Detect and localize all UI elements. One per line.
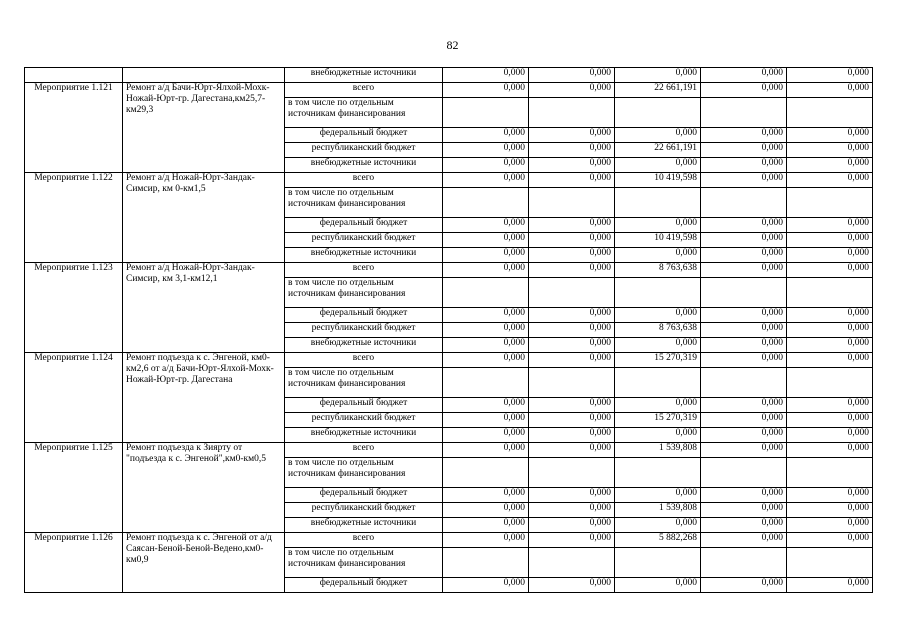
value-cell: 0,000 xyxy=(787,413,873,428)
value-cell: 0,000 xyxy=(615,398,701,413)
value-cell: 0,000 xyxy=(615,518,701,533)
source-cell: внебюджетные источники xyxy=(285,248,443,263)
value-cell-empty xyxy=(443,458,529,488)
value-cell: 22 661,191 xyxy=(615,143,701,158)
value-cell-empty xyxy=(787,548,873,578)
value-cell: 0,000 xyxy=(787,68,873,83)
value-cell: 0,000 xyxy=(701,143,787,158)
value-cell: 0,000 xyxy=(787,158,873,173)
value-cell: 0,000 xyxy=(787,83,873,98)
source-cell: федеральный бюджет xyxy=(285,488,443,503)
measure-label: Мероприятие 1.124 xyxy=(25,353,123,443)
value-cell: 0,000 xyxy=(787,353,873,368)
value-cell: 0,000 xyxy=(443,248,529,263)
value-cell: 15 270,319 xyxy=(615,413,701,428)
object-description: Ремонт подъезда к с. Энгеной от а/д Саясан-Беной-Беной-Ведено,км0-км0,9 xyxy=(123,533,285,593)
source-cell: федеральный бюджет xyxy=(285,308,443,323)
value-cell: 0,000 xyxy=(443,578,529,593)
value-cell-empty xyxy=(787,188,873,218)
value-cell: 0,000 xyxy=(443,83,529,98)
source-cell: федеральный бюджет xyxy=(285,128,443,143)
value-cell: 0,000 xyxy=(701,173,787,188)
value-cell-empty xyxy=(787,368,873,398)
value-cell: 8 763,638 xyxy=(615,263,701,278)
value-cell: 0,000 xyxy=(615,158,701,173)
value-cell: 0,000 xyxy=(529,308,615,323)
source-cell: в том числе по отдельным источникам финансирования xyxy=(285,458,443,488)
value-cell: 0,000 xyxy=(787,173,873,188)
object-description: Ремонт подъезда к с. Энгеной, км0-км2,6 от а/д Бачи-Юрт-Ялхой-Мохк-Ножай-Юрт-гр. Дагестана xyxy=(123,353,285,443)
value-cell: 0,000 xyxy=(443,338,529,353)
value-cell: 0,000 xyxy=(701,353,787,368)
value-cell: 0,000 xyxy=(443,68,529,83)
value-cell: 0,000 xyxy=(787,338,873,353)
value-cell: 0,000 xyxy=(615,218,701,233)
value-cell: 0,000 xyxy=(701,248,787,263)
source-cell: республиканский бюджет xyxy=(285,413,443,428)
value-cell: 0,000 xyxy=(787,263,873,278)
value-cell: 0,000 xyxy=(787,233,873,248)
value-cell: 0,000 xyxy=(529,443,615,458)
value-cell-empty xyxy=(701,98,787,128)
value-cell: 0,000 xyxy=(529,503,615,518)
value-cell: 0,000 xyxy=(701,323,787,338)
value-cell-empty xyxy=(701,458,787,488)
value-cell: 0,000 xyxy=(615,128,701,143)
page-number: 82 xyxy=(446,38,459,52)
value-cell: 0,000 xyxy=(529,248,615,263)
measure-label: Мероприятие 1.126 xyxy=(25,533,123,593)
value-cell: 0,000 xyxy=(443,173,529,188)
value-cell: 0,000 xyxy=(701,413,787,428)
value-cell: 0,000 xyxy=(701,398,787,413)
value-cell: 0,000 xyxy=(529,413,615,428)
value-cell: 0,000 xyxy=(443,518,529,533)
value-cell: 0,000 xyxy=(701,308,787,323)
value-cell-empty xyxy=(615,368,701,398)
value-cell-empty xyxy=(529,368,615,398)
value-cell: 0,000 xyxy=(615,338,701,353)
value-cell: 10 419,598 xyxy=(615,173,701,188)
value-cell: 0,000 xyxy=(443,503,529,518)
value-cell: 0,000 xyxy=(701,68,787,83)
value-cell: 15 270,319 xyxy=(615,353,701,368)
value-cell: 0,000 xyxy=(529,68,615,83)
source-cell: всего xyxy=(285,443,443,458)
object-description: Ремонт а/д Ножай-Юрт-Зандак-Симсир, км 0-км1,5 xyxy=(123,173,285,263)
value-cell: 0,000 xyxy=(787,578,873,593)
source-cell: внебюджетные источники xyxy=(285,518,443,533)
value-cell: 0,000 xyxy=(529,83,615,98)
source-cell: внебюджетные источники xyxy=(285,428,443,443)
value-cell-empty xyxy=(615,188,701,218)
value-cell: 0,000 xyxy=(443,128,529,143)
value-cell: 0,000 xyxy=(529,428,615,443)
value-cell: 0,000 xyxy=(443,218,529,233)
value-cell: 8 763,638 xyxy=(615,323,701,338)
value-cell-empty xyxy=(787,278,873,308)
value-cell: 0,000 xyxy=(701,83,787,98)
value-cell-empty xyxy=(615,98,701,128)
value-cell-empty xyxy=(529,188,615,218)
source-cell: в том числе по отдельным источникам финансирования xyxy=(285,278,443,308)
source-cell: всего xyxy=(285,83,443,98)
value-cell: 0,000 xyxy=(787,533,873,548)
value-cell: 0,000 xyxy=(443,233,529,248)
value-cell: 0,000 xyxy=(529,338,615,353)
value-cell-empty xyxy=(529,458,615,488)
object-description: Ремонт а/д Бачи-Юрт-Ялхой-Мохк-Ножай-Юрт-гр. Дагестана,км25,7-км29,3 xyxy=(123,83,285,173)
value-cell-empty xyxy=(701,188,787,218)
measure-label: Мероприятие 1.125 xyxy=(25,443,123,533)
source-cell: республиканский бюджет xyxy=(285,233,443,248)
value-cell: 0,000 xyxy=(787,323,873,338)
object-cell-empty xyxy=(123,68,285,83)
source-cell: республиканский бюджет xyxy=(285,323,443,338)
measure-label: Мероприятие 1.123 xyxy=(25,263,123,353)
value-cell: 0,000 xyxy=(701,338,787,353)
value-cell: 0,000 xyxy=(615,428,701,443)
value-cell: 0,000 xyxy=(701,218,787,233)
source-cell: в том числе по отдельным источникам финансирования xyxy=(285,98,443,128)
value-cell: 0,000 xyxy=(787,218,873,233)
table-row xyxy=(25,443,873,458)
source-cell: всего xyxy=(285,353,443,368)
value-cell-empty xyxy=(787,98,873,128)
value-cell: 0,000 xyxy=(701,578,787,593)
value-cell: 0,000 xyxy=(787,518,873,533)
value-cell: 0,000 xyxy=(787,308,873,323)
value-cell: 0,000 xyxy=(529,218,615,233)
object-description: Ремонт подъезда к Зиярту от "подъезда к с. Энгеной",км0-км0,5 xyxy=(123,443,285,533)
value-cell: 0,000 xyxy=(443,353,529,368)
value-cell: 0,000 xyxy=(443,308,529,323)
value-cell-empty xyxy=(443,278,529,308)
table-row xyxy=(25,83,873,98)
value-cell: 0,000 xyxy=(701,488,787,503)
value-cell: 1 539,808 xyxy=(615,503,701,518)
value-cell-empty xyxy=(443,98,529,128)
value-cell-empty xyxy=(443,548,529,578)
value-cell: 0,000 xyxy=(701,128,787,143)
value-cell: 0,000 xyxy=(701,443,787,458)
table-row xyxy=(25,533,873,548)
value-cell: 0,000 xyxy=(529,233,615,248)
value-cell: 0,000 xyxy=(529,263,615,278)
value-cell: 0,000 xyxy=(529,128,615,143)
source-cell: федеральный бюджет xyxy=(285,218,443,233)
value-cell: 0,000 xyxy=(529,158,615,173)
value-cell: 0,000 xyxy=(529,398,615,413)
table-row xyxy=(25,68,873,83)
value-cell: 0,000 xyxy=(529,518,615,533)
table-row xyxy=(25,353,873,368)
value-cell: 0,000 xyxy=(701,233,787,248)
value-cell: 0,000 xyxy=(615,68,701,83)
source-cell: в том числе по отдельным источникам финансирования xyxy=(285,368,443,398)
value-cell: 0,000 xyxy=(787,428,873,443)
value-cell: 0,000 xyxy=(701,518,787,533)
value-cell: 0,000 xyxy=(787,488,873,503)
value-cell: 0,000 xyxy=(787,143,873,158)
measure-cell-empty xyxy=(25,68,123,83)
value-cell-empty xyxy=(701,368,787,398)
value-cell: 5 882,268 xyxy=(615,533,701,548)
source-cell: в том числе по отдельным источникам финансирования xyxy=(285,548,443,578)
value-cell: 0,000 xyxy=(787,248,873,263)
value-cell: 0,000 xyxy=(787,443,873,458)
value-cell: 0,000 xyxy=(443,443,529,458)
value-cell: 0,000 xyxy=(701,263,787,278)
source-cell: всего xyxy=(285,533,443,548)
value-cell: 1 539,808 xyxy=(615,443,701,458)
value-cell: 0,000 xyxy=(529,353,615,368)
value-cell-empty xyxy=(443,188,529,218)
table-row xyxy=(25,263,873,278)
source-cell: республиканский бюджет xyxy=(285,503,443,518)
value-cell: 0,000 xyxy=(701,533,787,548)
value-cell: 0,000 xyxy=(443,413,529,428)
value-cell: 0,000 xyxy=(529,578,615,593)
value-cell: 0,000 xyxy=(443,398,529,413)
value-cell: 0,000 xyxy=(615,578,701,593)
source-cell: внебюджетные источники xyxy=(285,68,443,83)
measure-label: Мероприятие 1.122 xyxy=(25,173,123,263)
table-row xyxy=(25,173,873,188)
value-cell: 0,000 xyxy=(529,488,615,503)
source-cell: федеральный бюджет xyxy=(285,578,443,593)
value-cell: 0,000 xyxy=(443,323,529,338)
source-cell: внебюджетные источники xyxy=(285,158,443,173)
value-cell: 0,000 xyxy=(615,248,701,263)
value-cell: 0,000 xyxy=(615,488,701,503)
value-cell-empty xyxy=(615,278,701,308)
value-cell-empty xyxy=(529,98,615,128)
value-cell: 0,000 xyxy=(529,173,615,188)
value-cell: 10 419,598 xyxy=(615,233,701,248)
value-cell: 0,000 xyxy=(443,263,529,278)
value-cell-empty xyxy=(787,458,873,488)
value-cell-empty xyxy=(701,548,787,578)
value-cell: 0,000 xyxy=(529,323,615,338)
value-cell-empty xyxy=(529,548,615,578)
value-cell-empty xyxy=(529,278,615,308)
value-cell: 0,000 xyxy=(701,503,787,518)
source-cell: внебюджетные источники xyxy=(285,338,443,353)
source-cell: в том числе по отдельным источникам финансирования xyxy=(285,188,443,218)
value-cell-empty xyxy=(701,278,787,308)
source-cell: федеральный бюджет xyxy=(285,398,443,413)
object-description: Ремонт а/д Ножай-Юрт-Зандак-Симсир, км 3,1-км12,1 xyxy=(123,263,285,353)
source-cell: всего xyxy=(285,173,443,188)
source-cell: всего xyxy=(285,263,443,278)
measure-label: Мероприятие 1.121 xyxy=(25,83,123,173)
value-cell-empty xyxy=(615,548,701,578)
value-cell: 0,000 xyxy=(529,143,615,158)
value-cell: 0,000 xyxy=(787,398,873,413)
value-cell: 0,000 xyxy=(443,143,529,158)
value-cell: 0,000 xyxy=(443,488,529,503)
value-cell: 0,000 xyxy=(443,533,529,548)
value-cell: 0,000 xyxy=(787,503,873,518)
value-cell: 0,000 xyxy=(787,128,873,143)
value-cell: 0,000 xyxy=(443,158,529,173)
budget-table xyxy=(24,67,873,593)
value-cell: 0,000 xyxy=(701,158,787,173)
value-cell: 0,000 xyxy=(529,533,615,548)
value-cell: 22 661,191 xyxy=(615,83,701,98)
value-cell: 0,000 xyxy=(701,428,787,443)
source-cell: республиканский бюджет xyxy=(285,143,443,158)
value-cell: 0,000 xyxy=(443,428,529,443)
value-cell-empty xyxy=(615,458,701,488)
value-cell: 0,000 xyxy=(615,308,701,323)
value-cell-empty xyxy=(443,368,529,398)
